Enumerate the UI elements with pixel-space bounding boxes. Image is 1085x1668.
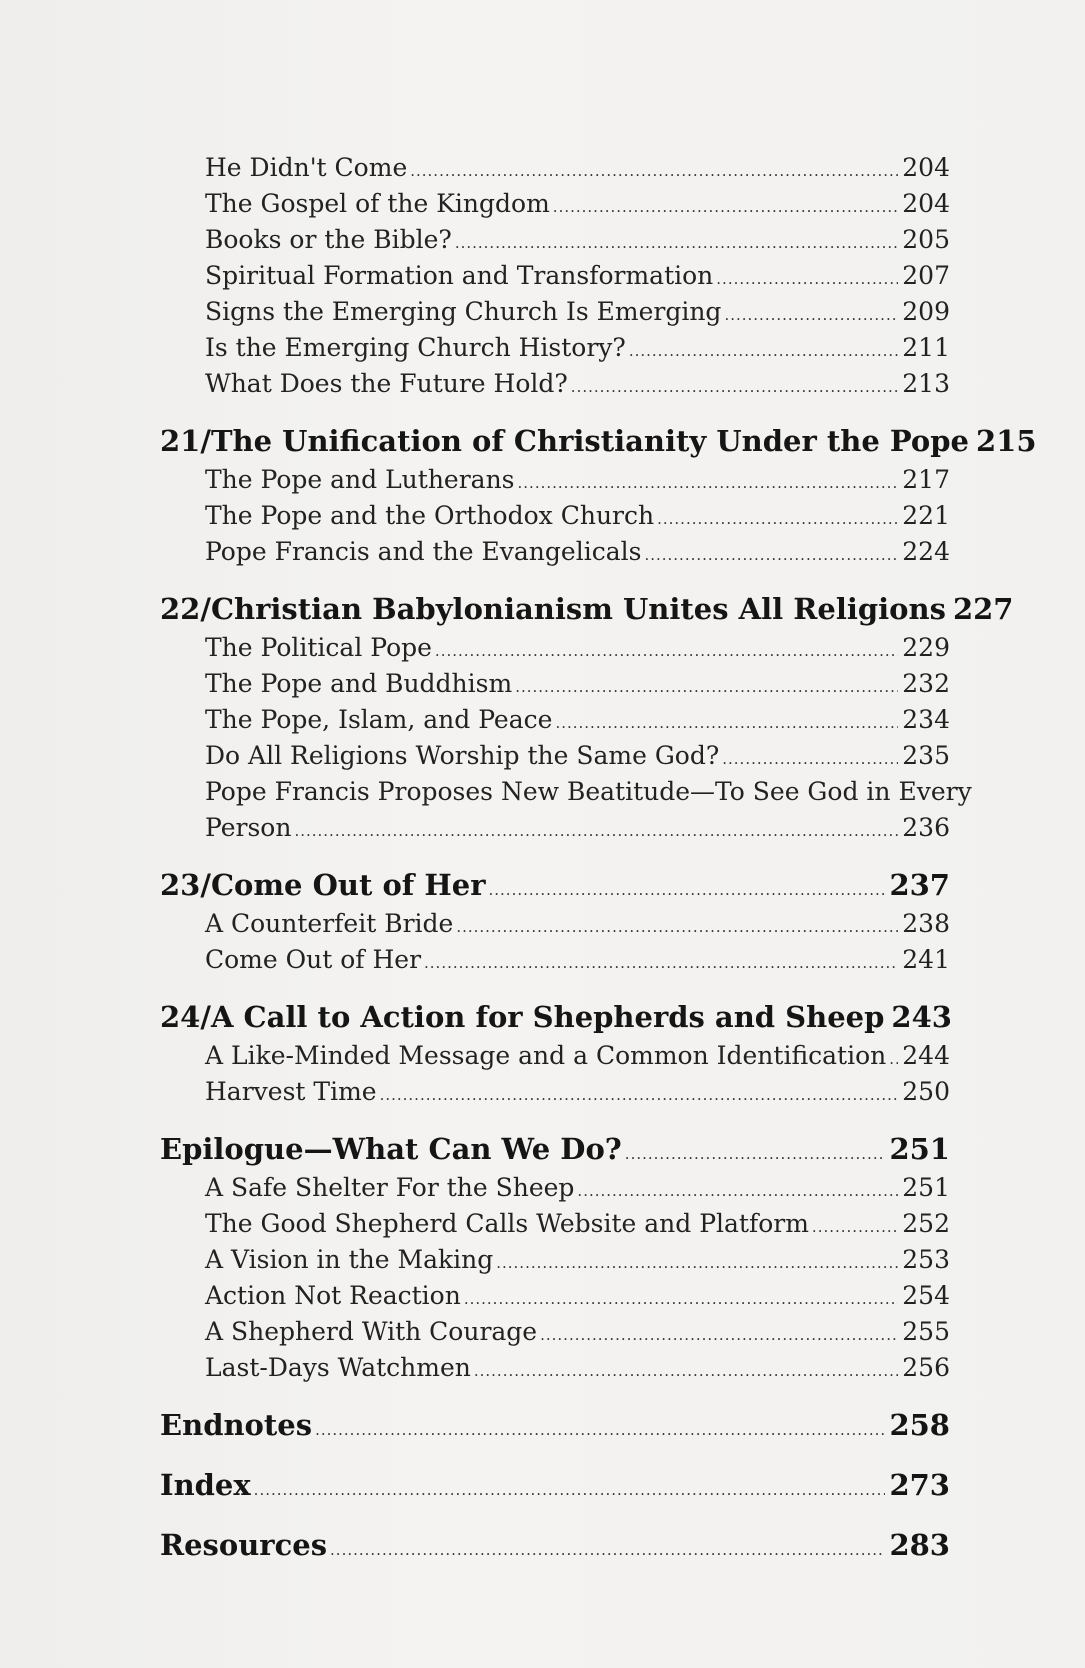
toc-entry	[205, 942, 950, 978]
entry-title: Pope Francis and the Evangelicals	[205, 537, 642, 566]
toc-entry	[205, 1350, 950, 1386]
entry-page: 236	[902, 813, 950, 842]
toc-entry	[205, 294, 950, 330]
entry-title: A Counterfeit Bride	[205, 909, 454, 938]
leader-dots	[716, 261, 898, 297]
entry-title: The Pope and Buddhism	[205, 669, 513, 698]
chapter-page: 237	[889, 868, 950, 902]
leader-dots	[889, 1041, 898, 1077]
leader-dots	[424, 945, 898, 981]
entry-title: A Vision in the Making	[205, 1245, 494, 1274]
entry-title: Do All Religions Worship the Same God?	[205, 741, 720, 770]
chapter-title: 21/The Unification of Christianity Under the Pope	[160, 424, 969, 458]
leader-dots	[515, 669, 898, 705]
entry-page: 256	[902, 1353, 950, 1382]
leader-dots	[540, 1317, 898, 1353]
chapter-title: Resources	[160, 1528, 328, 1562]
toc-entry	[205, 1314, 950, 1350]
toc-entry	[205, 1074, 950, 1110]
toc-entry	[205, 222, 950, 258]
leader-dots	[489, 869, 886, 911]
leader-dots	[629, 333, 898, 369]
chapter-heading	[160, 1128, 950, 1170]
chapter-heading	[160, 588, 1014, 630]
toc-entry	[205, 1038, 950, 1074]
entry-page: 224	[902, 537, 950, 566]
toc-entry	[205, 186, 950, 222]
toc-entry	[205, 498, 950, 534]
leader-dots	[315, 1409, 885, 1451]
leader-dots	[435, 633, 898, 669]
resources-heading	[160, 1524, 950, 1566]
entry-page: 253	[902, 1245, 950, 1274]
entry-title: The Good Shepherd Calls Website and Platform	[205, 1209, 809, 1238]
entry-page: 235	[902, 741, 950, 770]
index-heading	[160, 1464, 950, 1506]
leader-dots	[722, 741, 898, 777]
leader-dots	[812, 1209, 898, 1245]
entry-page: 241	[902, 945, 950, 974]
toc-entry	[205, 366, 950, 402]
entry-page: 204	[902, 189, 950, 218]
entry-title: A Safe Shelter For the Sheep	[205, 1173, 575, 1202]
entry-page: 250	[902, 1077, 950, 1106]
toc-entry	[205, 258, 950, 294]
chapter-page: 258	[889, 1408, 950, 1442]
toc-entry	[205, 462, 950, 498]
entry-page: 205	[902, 225, 950, 254]
leader-dots	[724, 297, 898, 333]
entry-title: Action Not Reaction	[205, 1281, 461, 1310]
entry-page: 254	[902, 1281, 950, 1310]
entry-title: He Didn't Come	[205, 153, 408, 182]
leader-dots	[657, 501, 898, 537]
chapter-title: Endnotes	[160, 1408, 313, 1442]
entry-page: 221	[902, 501, 950, 530]
entry-page: 234	[902, 705, 950, 734]
chapter-title: Epilogue—What Can We Do?	[160, 1132, 622, 1166]
entry-page: 204	[902, 153, 950, 182]
entry-title: Books or the Bible?	[205, 225, 452, 254]
entry-title: The Political Pope	[205, 633, 432, 662]
leader-dots	[464, 1281, 898, 1317]
entry-title: A Shepherd With Courage	[205, 1317, 538, 1346]
toc-entry	[205, 1206, 950, 1242]
toc-entry	[205, 1170, 950, 1206]
leader-dots	[294, 813, 898, 849]
entry-title-line: Pope Francis Proposes New Beatitude—To See God in Every	[205, 777, 972, 806]
entry-page: 244	[902, 1041, 950, 1070]
toc-entry	[205, 1278, 950, 1314]
chapter-title: 23/Come Out of Her	[160, 868, 486, 902]
leader-dots	[577, 1173, 898, 1209]
toc-entry	[205, 150, 950, 186]
leader-dots	[380, 1077, 899, 1113]
toc-entry	[205, 630, 950, 666]
entry-page: 207	[902, 261, 950, 290]
entry-page: 238	[902, 909, 950, 938]
entry-title: Person	[205, 813, 292, 842]
leader-dots	[474, 1353, 898, 1389]
entry-page: 252	[902, 1209, 950, 1238]
entry-title: The Pope, Islam, and Peace	[205, 705, 553, 734]
leader-dots	[553, 189, 898, 225]
toc-entry	[205, 738, 950, 774]
entry-title: The Pope and the Orthodox Church	[205, 501, 655, 530]
entry-title: The Gospel of the Kingdom	[205, 189, 550, 218]
toc-entry	[205, 906, 950, 942]
toc-entry	[205, 666, 950, 702]
leader-dots	[330, 1529, 885, 1571]
chapter-title: 24/A Call to Action for Shepherds and Sheep	[160, 1000, 885, 1034]
entry-title: Come Out of Her	[205, 945, 422, 974]
endnotes-heading	[160, 1404, 950, 1446]
leader-dots	[644, 537, 898, 573]
entry-page: 232	[902, 669, 950, 698]
entry-page: 209	[902, 297, 950, 326]
chapter-page: 283	[889, 1528, 950, 1562]
chapter-page: 273	[889, 1468, 950, 1502]
entry-title: Is the Emerging Church History?	[205, 333, 626, 362]
entry-page: 255	[902, 1317, 950, 1346]
leader-dots	[625, 1133, 886, 1175]
chapter-page: 251	[889, 1132, 950, 1166]
chapter-title: 22/Christian Babylonianism Unites All Religions	[160, 592, 946, 626]
toc-entry	[205, 1242, 950, 1278]
chapter-page: 227	[952, 592, 1014, 626]
leader-dots	[254, 1469, 886, 1511]
entry-page: 217	[902, 465, 950, 494]
entry-page: 213	[902, 369, 950, 398]
leader-dots	[496, 1245, 898, 1281]
entry-title: A Like-Minded Message and a Common Identification	[205, 1041, 887, 1070]
leader-dots	[455, 225, 898, 261]
toc-entry	[205, 810, 950, 846]
leader-dots	[555, 705, 898, 741]
entry-page: 229	[902, 633, 950, 662]
leader-dots	[518, 465, 899, 501]
entry-title: What Does the Future Hold?	[205, 369, 568, 398]
toc-entry	[205, 330, 950, 366]
toc-entry	[205, 534, 950, 570]
entry-title: Spiritual Formation and Transformation	[205, 261, 714, 290]
chapter-heading	[160, 996, 950, 1038]
entry-page: 211	[902, 333, 950, 362]
table-of-contents	[160, 150, 1037, 1566]
toc-entry	[205, 702, 950, 738]
chapter-page: 243	[891, 1000, 952, 1034]
chapter-heading	[160, 420, 1037, 462]
entry-title: Last-Days Watchmen	[205, 1353, 471, 1382]
chapter-heading	[160, 864, 950, 906]
leader-dots	[456, 909, 898, 945]
entry-title: The Pope and Lutherans	[205, 465, 515, 494]
entry-page: 251	[902, 1173, 950, 1202]
entry-title: Harvest Time	[205, 1077, 377, 1106]
chapter-page: 215	[975, 424, 1037, 458]
chapter-title: Index	[160, 1468, 251, 1502]
entry-title: Signs the Emerging Church Is Emerging	[205, 297, 722, 326]
leader-dots	[571, 369, 898, 405]
leader-dots	[410, 153, 898, 189]
